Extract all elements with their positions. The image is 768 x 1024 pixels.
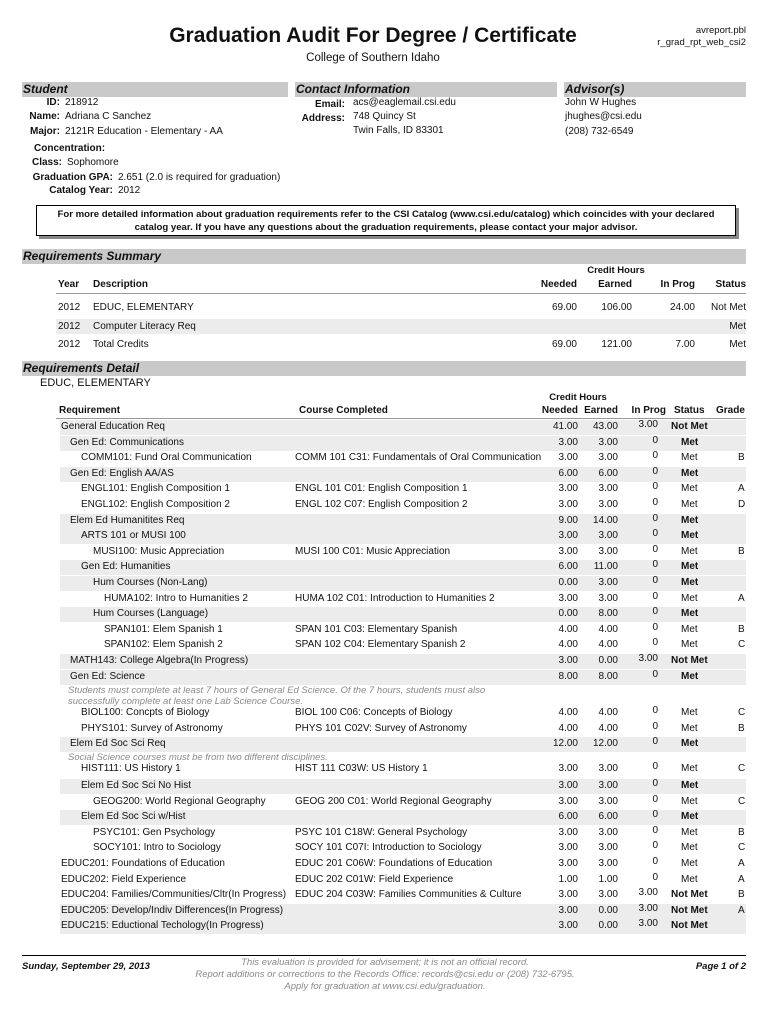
- student-id: 218912: [65, 97, 99, 108]
- detail-cell-req: EDUC215: Eductional Techology(In Progress): [61, 920, 264, 932]
- summary-cell-inprog: 24.00: [669, 302, 695, 313]
- detail-cell-inprog: 0: [652, 761, 658, 773]
- detail-cell-earned: 3.00: [598, 763, 618, 775]
- address-line2: Twin Falls, ID 83301: [353, 125, 444, 136]
- detail-cell-needed: 0.00: [558, 577, 578, 588]
- detail-cell-req: BIOL100: Concpts of Biology: [81, 707, 210, 719]
- detail-cell-status: Not Met: [671, 421, 708, 432]
- detail-cell-req: Gen Ed: Humanities: [81, 561, 171, 573]
- detail-cell-needed: 6.00: [558, 467, 578, 479]
- detail-cell-req: Hum Courses (Non-Lang): [93, 577, 208, 588]
- requirement-note: Social Science courses must be from two different disciplines.: [68, 752, 328, 764]
- detail-cell-needed: 3.00: [558, 545, 578, 557]
- detail-cell-status: Met: [681, 452, 698, 464]
- detail-cell-req: Elem Ed Humanitites Req: [70, 514, 185, 526]
- footer-date: Sunday, September 29, 2013: [22, 961, 150, 972]
- detail-cell-inprog: 0: [652, 590, 658, 602]
- detail-cell-needed: 3.00: [558, 857, 578, 869]
- detail-cell-course: ENGL 101 C01: English Composition 1: [295, 483, 468, 495]
- detail-cell-req: Gen Ed: Science: [70, 671, 146, 683]
- detail-cell-earned: 6.00: [598, 811, 618, 823]
- detail-cell-inprog: 0: [652, 606, 658, 618]
- student-name: Adriana C Sanchez: [65, 111, 152, 122]
- detail-cell-earned: 0.00: [598, 920, 618, 932]
- detail-cell-inprog: 0: [652, 512, 658, 524]
- detail-cell-earned: 4.00: [598, 623, 618, 635]
- detail-cell-course: HIST 111 C03W: US History 1: [295, 763, 428, 775]
- detail-cell-course: COMM 101 C31: Fundamentals of Oral Communication: [295, 452, 542, 464]
- detail-cell-earned: 1.00: [598, 873, 618, 885]
- detail-cell-req: General Education Req: [61, 421, 165, 432]
- summary-cell-year: 2012: [58, 302, 81, 313]
- summary-cell-inprog: 7.00: [675, 339, 695, 350]
- summary-col-inprog: In Prog: [660, 279, 695, 290]
- detail-cell-inprog: 0: [652, 543, 658, 555]
- detail-cell-req: Gen Ed: English AA/AS: [70, 467, 174, 479]
- class-label: Class:: [31, 157, 62, 168]
- detail-cell-inprog: 0: [652, 705, 658, 717]
- concentration-label: Concentration:: [34, 143, 106, 154]
- detail-cell-earned: 3.00: [598, 795, 618, 807]
- detail-cell-earned: 0.00: [598, 655, 618, 666]
- detail-cell-inprog: 0: [652, 840, 658, 852]
- detail-cell-status: Met: [681, 842, 698, 854]
- detail-cell-inprog: 3.00: [638, 887, 658, 899]
- detail-section-bar: [22, 361, 746, 376]
- detail-cell-status: Met: [681, 561, 699, 573]
- detail-cell-inprog: 0: [652, 777, 658, 789]
- detail-cell-earned: 3.00: [598, 842, 618, 854]
- summary-col-needed: Needed: [540, 279, 577, 290]
- footer-page-number: Page 1 of 2: [695, 961, 746, 972]
- detail-cell-status: Met: [681, 483, 698, 495]
- detail-cell-status: Met: [681, 639, 698, 651]
- student-section-bar: [22, 82, 288, 97]
- detail-cell-req: EDUC204: Families/Communities/Cltr(In Progress): [61, 889, 287, 901]
- detail-cell-inprog: 0: [652, 559, 658, 571]
- detail-cell-needed: 3.00: [558, 763, 578, 775]
- summary-cell-earned: 121.00: [601, 339, 632, 350]
- detail-cell-status: Met: [681, 873, 698, 885]
- detail-cell-inprog: 0: [652, 575, 658, 586]
- detail-cell-earned: 3.00: [598, 452, 618, 464]
- detail-heading: Requirements Detail: [23, 361, 140, 375]
- detail-cell-needed: 4.00: [558, 707, 578, 719]
- detail-cell-needed: 9.00: [558, 514, 578, 526]
- college-name: College of Southern Idaho: [306, 52, 440, 64]
- detail-cell-status: Met: [681, 826, 698, 838]
- detail-cell-status: Met: [681, 795, 698, 807]
- detail-cell-inprog: 0: [652, 637, 658, 649]
- detail-cell-status: Not Met: [671, 904, 708, 916]
- summary-col-status: Status: [715, 279, 746, 290]
- detail-cell-inprog: 3.00: [638, 653, 658, 664]
- detail-cell-req: EDUC201: Foundations of Education: [61, 857, 225, 869]
- detail-cell-needed: 3.00: [558, 452, 578, 464]
- catalog-label: Catalog Year:: [49, 185, 113, 196]
- detail-cell-req: SPAN101: Elem Spanish 1: [104, 623, 223, 635]
- student-class: Sophomore: [67, 157, 119, 168]
- detail-cell-inprog: 0: [652, 793, 658, 805]
- detail-cell-inprog: 0: [652, 450, 658, 462]
- detail-cell-course: EDUC 204 C03W: Families Communities & Culture: [295, 889, 522, 901]
- detail-cell-course: HUMA 102 C01: Introduction to Humanities 2: [295, 592, 495, 604]
- detail-cell-status: Met: [681, 779, 699, 791]
- detail-cell-needed: 3.00: [558, 436, 578, 448]
- detail-cell-needed: 4.00: [558, 639, 578, 651]
- summary-col-description: Description: [93, 279, 149, 290]
- footer-rule: [22, 955, 746, 956]
- advisor-section-bar: [564, 82, 746, 97]
- detail-cell-status: Met: [681, 530, 699, 542]
- detail-cell-earned: 43.00: [592, 421, 618, 432]
- detail-cell-earned: 6.00: [598, 467, 618, 479]
- detail-program: EDUC, ELEMENTARY: [40, 377, 151, 389]
- advisor-phone: (208) 732-6549: [565, 126, 634, 137]
- detail-cell-earned: 12.00: [592, 738, 618, 750]
- detail-cell-needed: 3.00: [558, 920, 578, 932]
- detail-cell-course: PHYS 101 C02V: Survey of Astronomy: [295, 722, 467, 734]
- detail-cell-inprog: 0: [652, 434, 658, 446]
- detail-cell-earned: 3.00: [598, 826, 618, 838]
- detail-cell-req: GEOG200: World Regional Geography: [93, 795, 266, 807]
- summary-cell-desc: EDUC, ELEMENTARY: [93, 302, 194, 313]
- detail-cell-needed: 3.00: [558, 530, 578, 542]
- address-label: Address:: [301, 113, 345, 124]
- detail-cell-status: Met: [681, 499, 698, 510]
- detail-cell-status: Not Met: [671, 655, 708, 666]
- detail-cell-status: Met: [681, 514, 699, 526]
- detail-cell-grade: B: [738, 452, 745, 464]
- student-gpa: 2.651 (2.0 is required for graduation): [118, 172, 281, 183]
- detail-cell-req: HIST111: US History 1: [81, 763, 181, 775]
- summary-section-bar: [22, 249, 746, 264]
- detail-cell-course: SOCY 101 C07I: Introduction to Sociology: [295, 842, 482, 854]
- requirement-note: successfully complete at least one Lab Science Course.: [68, 696, 303, 708]
- page-title: Graduation Audit For Degree / Certificate: [169, 24, 577, 47]
- detail-cell-earned: 0.00: [598, 904, 618, 916]
- detail-cell-earned: 3.00: [598, 889, 618, 901]
- detail-cell-status: Met: [681, 763, 698, 775]
- detail-cell-inprog: 0: [652, 809, 658, 821]
- detail-cell-status: Met: [681, 436, 699, 448]
- detail-cell-req: Hum Courses (Language): [93, 608, 209, 620]
- detail-cell-req: ENGL102: English Composition 2: [81, 499, 230, 510]
- detail-cell-needed: 3.00: [558, 826, 578, 838]
- detail-cell-earned: 3.00: [598, 577, 618, 588]
- detail-cell-course: GEOG 200 C01: World Regional Geography: [295, 795, 492, 807]
- detail-cell-status: Met: [681, 707, 698, 719]
- summary-cell-status: Not Met: [710, 302, 746, 313]
- summary-cell-year: 2012: [58, 321, 81, 332]
- detail-cell-inprog: 0: [652, 736, 658, 748]
- gpa-label: Graduation GPA:: [32, 172, 113, 183]
- detail-cell-earned: 4.00: [598, 707, 618, 719]
- catalog-notice: [36, 205, 736, 236]
- detail-cell-earned: 3.00: [598, 499, 618, 510]
- detail-cell-grade: C: [738, 842, 746, 854]
- detail-cell-grade: B: [738, 623, 745, 635]
- detail-cell-status: Not Met: [671, 920, 708, 932]
- footer-apply: Apply for graduation at www.csi.edu/graduation.: [284, 981, 486, 992]
- detail-cell-status: Met: [681, 623, 698, 635]
- detail-cell-inprog: 0: [652, 481, 658, 493]
- detail-cell-course: SPAN 101 C03: Elementary Spanish: [295, 623, 458, 635]
- address-line1: 748 Quincy St: [353, 111, 416, 122]
- student-heading: Student: [23, 82, 68, 96]
- detail-cell-grade: B: [738, 722, 745, 734]
- detail-cell-needed: 3.00: [558, 499, 578, 510]
- major-label: Major:: [30, 126, 60, 137]
- detail-credit-hours: Credit Hours: [549, 392, 607, 403]
- notice-line1: For more detailed information about graduation requirements refer to the CSI Catalog (www.csi.edu/catalog) which coincides with your declared: [57, 209, 715, 220]
- detail-cell-inprog: 0: [652, 465, 658, 477]
- detail-cell-earned: 4.00: [598, 722, 618, 734]
- detail-col-grade: Grade: [716, 405, 745, 416]
- detail-cell-earned: 8.00: [598, 608, 618, 620]
- summary-heading: Requirements Summary: [23, 249, 162, 263]
- detail-cell-grade: A: [738, 483, 745, 495]
- detail-cell-req: ARTS 101 or MUSI 100: [81, 530, 186, 542]
- detail-cell-earned: 3.00: [598, 545, 618, 557]
- detail-cell-needed: 8.00: [558, 671, 578, 683]
- detail-cell-inprog: 0: [652, 824, 658, 836]
- detail-cell-req: Elem Ed Soc Sci w/Hist: [81, 811, 186, 823]
- detail-cell-req: SOCY101: Intro to Sociology: [93, 842, 221, 854]
- detail-cell-grade: C: [738, 639, 746, 651]
- detail-cell-inprog: 0: [652, 497, 658, 508]
- detail-cell-earned: 3.00: [598, 436, 618, 448]
- summary-cell-year: 2012: [58, 339, 81, 350]
- detail-cell-inprog: 0: [652, 855, 658, 867]
- detail-cell-course: ENGL 102 C07: English Composition 2: [295, 499, 468, 510]
- detail-cell-status: Met: [681, 722, 698, 734]
- detail-col-inprog: In Prog: [631, 405, 666, 416]
- detail-cell-req: Elem Ed Soc Sci No Hist: [81, 779, 192, 791]
- contact-section-bar: [295, 82, 557, 97]
- detail-cell-needed: 6.00: [558, 811, 578, 823]
- detail-cell-inprog: 0: [652, 621, 658, 633]
- detail-cell-inprog: 0: [652, 669, 658, 681]
- detail-cell-grade: C: [738, 763, 746, 775]
- detail-cell-req: PHYS101: Survey of Astronomy: [81, 722, 223, 734]
- report-file: avreport.pbl: [695, 25, 746, 36]
- detail-cell-status: Met: [681, 545, 698, 557]
- detail-cell-grade: B: [738, 889, 745, 901]
- summary-credit-hours: Credit Hours: [587, 265, 645, 276]
- summary-cell-status: Met: [729, 321, 746, 332]
- detail-cell-needed: 3.00: [558, 483, 578, 495]
- detail-cell-grade: A: [738, 873, 745, 885]
- detail-cell-needed: 3.00: [558, 779, 578, 791]
- notice-line2: catalog year. If you have any questions about the graduation requirements, please contact your major advisor.: [134, 222, 638, 233]
- name-label: Name:: [29, 111, 60, 122]
- advisor-email: jhughes@csi.edu: [565, 111, 642, 122]
- detail-cell-earned: 3.00: [598, 530, 618, 542]
- student-major: 2121R Education - Elementary - AA: [65, 126, 223, 137]
- detail-cell-needed: 3.00: [558, 655, 578, 666]
- detail-cell-status: Met: [681, 577, 699, 588]
- detail-cell-status: Met: [681, 811, 699, 823]
- detail-cell-needed: 3.00: [558, 889, 578, 901]
- detail-cell-grade: C: [738, 795, 746, 807]
- detail-cell-req: HUMA102: Intro to Humanities 2: [104, 592, 248, 604]
- id-label: ID:: [46, 97, 60, 108]
- detail-cell-course: EDUC 202 C01W: Field Experience: [295, 873, 454, 885]
- detail-cell-grade: A: [738, 857, 745, 869]
- detail-cell-course: PSYC 101 C18W: General Psychology: [295, 826, 468, 838]
- detail-col-earned: Earned: [584, 405, 618, 416]
- detail-cell-earned: 3.00: [598, 779, 618, 791]
- detail-cell-earned: 3.00: [598, 483, 618, 495]
- detail-cell-inprog: 0: [652, 871, 658, 883]
- detail-col-course: Course Completed: [299, 405, 388, 416]
- detail-cell-status: Met: [681, 592, 698, 604]
- detail-cell-earned: 3.00: [598, 592, 618, 604]
- detail-cell-status: Met: [681, 857, 698, 869]
- detail-col-requirement: Requirement: [59, 405, 121, 416]
- detail-cell-needed: 3.00: [558, 592, 578, 604]
- detail-cell-course: MUSI 100 C01: Music Appreciation: [295, 545, 451, 557]
- detail-cell-status: Met: [681, 467, 699, 479]
- detail-cell-inprog: 0: [652, 720, 658, 732]
- detail-cell-grade: A: [738, 592, 745, 604]
- detail-cell-grade: A: [738, 904, 745, 916]
- summary-cell-needed: 69.00: [551, 339, 577, 350]
- detail-cell-needed: 3.00: [558, 795, 578, 807]
- detail-col-status: Status: [674, 405, 705, 416]
- requirement-note: Students must complete at least 7 hours of General Ed Science. Of the 7 hours, students must also: [68, 685, 486, 697]
- detail-cell-needed: 3.00: [558, 904, 578, 916]
- summary-cell-desc: Computer Literacy Req: [93, 321, 196, 332]
- summary-header-rule: [56, 293, 746, 294]
- detail-cell-earned: 8.00: [598, 671, 618, 683]
- detail-cell-status: Met: [681, 671, 699, 683]
- detail-cell-needed: 3.00: [558, 842, 578, 854]
- detail-cell-req: ENGL101: English Composition 1: [81, 483, 230, 495]
- detail-cell-course: SPAN 102 C04: Elementary Spanish 2: [295, 639, 466, 651]
- summary-cell-desc: Total Credits: [93, 339, 149, 350]
- detail-cell-grade: B: [738, 826, 745, 838]
- contact-heading: Contact Information: [296, 82, 410, 96]
- email-label: Email:: [314, 99, 345, 110]
- detail-cell-needed: 41.00: [552, 421, 578, 432]
- detail-cell-req: MUSI100: Music Appreciation: [93, 545, 225, 557]
- detail-cell-earned: 14.00: [592, 514, 618, 526]
- detail-cell-grade: B: [738, 545, 745, 557]
- advisor-name: John W Hughes: [565, 97, 637, 108]
- detail-cell-req: SPAN102: Elem Spanish 2: [104, 639, 223, 651]
- detail-cell-needed: 6.00: [558, 561, 578, 573]
- detail-cell-req: Gen Ed: Communications: [70, 436, 184, 448]
- detail-cell-inprog: 3.00: [638, 918, 658, 930]
- detail-cell-needed: 12.00: [552, 738, 578, 750]
- detail-cell-grade: C: [738, 707, 746, 719]
- detail-cell-course: BIOL 100 C06: Concepts of Biology: [295, 707, 453, 719]
- detail-cell-inprog: 0: [652, 528, 658, 540]
- detail-cell-grade: D: [738, 499, 746, 510]
- detail-cell-req: Elem Ed Soc Sci Req: [70, 738, 166, 750]
- detail-cell-needed: 0.00: [558, 608, 578, 620]
- summary-cell-earned: 106.00: [601, 302, 632, 313]
- summary-cell-status: Met: [729, 339, 746, 350]
- detail-cell-inprog: 3.00: [638, 902, 658, 914]
- detail-cell-needed: 1.00: [558, 873, 578, 885]
- report-name: r_grad_rpt_web_csi2: [657, 37, 746, 48]
- summary-col-year: Year: [58, 279, 80, 290]
- footer-corrections: Report additions or corrections to the Records Office: records@csi.edu or (208) 732-6795.: [195, 969, 575, 980]
- summary-col-earned: Earned: [598, 279, 632, 290]
- detail-cell-needed: 4.00: [558, 623, 578, 635]
- detail-cell-req: EDUC202: Field Experience: [61, 873, 187, 885]
- detail-cell-req: PSYC101: Gen Psychology: [93, 826, 216, 838]
- detail-cell-req: COMM101: Fund Oral Communication: [81, 452, 252, 464]
- detail-cell-needed: 4.00: [558, 722, 578, 734]
- detail-col-needed: Needed: [541, 405, 578, 416]
- footer-disclaimer: This evaluation is provided for advisement; it is not an official record.: [241, 957, 529, 968]
- advisor-heading: Advisor(s): [565, 82, 625, 96]
- detail-cell-inprog: 3.00: [638, 419, 658, 430]
- detail-cell-status: Met: [681, 738, 699, 750]
- detail-cell-earned: 4.00: [598, 639, 618, 651]
- detail-cell-req: MATH143: College Algebra(In Progress): [70, 655, 249, 666]
- detail-cell-req: EDUC205: Develop/Indiv Differences(In Progress): [61, 904, 284, 916]
- catalog-year: 2012: [118, 185, 141, 196]
- detail-cell-earned: 3.00: [598, 857, 618, 869]
- detail-cell-earned: 11.00: [593, 561, 618, 573]
- detail-cell-status: Met: [681, 608, 699, 620]
- summary-cell-needed: 69.00: [551, 302, 577, 313]
- detail-cell-status: Not Met: [671, 889, 708, 901]
- student-email: acs@eaglemail.csi.edu: [353, 97, 456, 108]
- detail-cell-course: EDUC 201 C06W: Foundations of Education: [295, 857, 493, 869]
